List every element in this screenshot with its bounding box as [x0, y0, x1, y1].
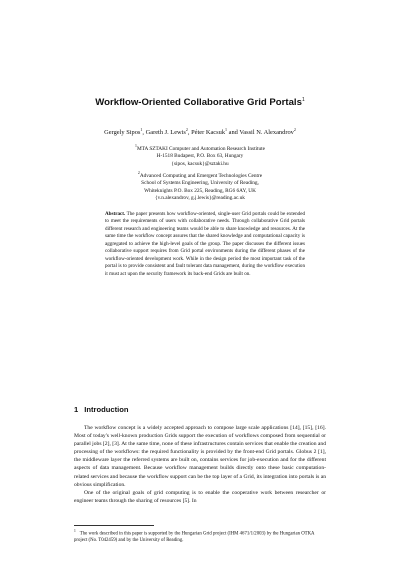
author: Gareth J. Lewis$^2$,: [145, 127, 192, 137]
abstract-label: Abstract.: [105, 211, 126, 217]
paper-title-text: Workflow-Oriented Collaborative Grid Portals: [95, 97, 302, 109]
affiliation-line: $^1$MTA SZTAKI Computer and Automation Research Institute: [135, 144, 265, 152]
section-body: [74, 424, 326, 505]
affiliation-line: $^2$Advanced Computing and Emergent Technologies Centre: [137, 171, 263, 179]
footnote-text: The work described in this paper is supported by the Hungarian Grid project (IHM 4671/1/2003) by the Hungarian OTKA project (No. T042459) and by the University of Reading.: [74, 531, 315, 544]
body-paragraph: One of the original goals of grid computing is to enable the cooperative work between researcher or engineer teams through the sharing of resources [5]. In: [74, 489, 326, 504]
footnote-mark: 1: [74, 529, 76, 533]
body-paragraph: The workflow concept is a widely accepted approach to compose large scale applications [14], [15], [16]. Most of today's well-known production Grids support the execution of workflows composed from sequential or parallel jobs [2], [3]. At the same time, none of these infrastructures contain services that enable the creation and processing of the workflows: the required functionality is provided by the front-end Grid portals. Globus 2 [1], the middleware layer the referred systems are built on, contains services for job-execution and for the different aspects of data management. Because workflow management builds directly onto these basic computation-related services and because the workflow support can be the top layer of a Grid, its integration into portals is an obvious simplification.: [74, 425, 326, 488]
affiliation-1: [0, 143, 400, 168]
affiliation-line: School of Systems Engineering, University of Reading,: [141, 180, 259, 187]
footnote-rule: [74, 525, 154, 526]
author-list: [0, 127, 400, 136]
footnote: [74, 528, 326, 545]
affiliation-line: Whiteknights P.O. Box 225, Reading, RG6 6AY, UK: [144, 187, 256, 194]
author: Gergely Sipos$^1$,: [104, 127, 146, 137]
section-title: Introduction: [84, 405, 129, 414]
abstract-text: The paper presents how workflow-oriented, single-user Grid portals could be extended to meet the requirements of users with collaborative needs. Through collaborative Grid portals different research and engineering teams would be able to share knowledge and resources. At the same time the workflow concept assures that the shared knowledge and computational capacity is aggregated to achieve the high-level goals of the group. The paper discusses the different issues collaborative support requires from Grid portal environments during the different phases of the workflow-oriented development work. While in the design period the most important task of the portal is to provide consistent and fault tolerant data management, during the workflow execution it must act upon the security framework its back-end Grids are built on.: [105, 211, 306, 277]
abstract: [105, 211, 305, 278]
affiliation-email: {v.n.alexandrov, g.j.lewis}@reading.ac.uk: [155, 194, 245, 201]
section-heading: [74, 405, 135, 414]
section-number: 1: [74, 405, 79, 414]
affiliation-email: {sipos, kacsuk}@sztaki.hu: [171, 160, 229, 167]
author: Péter Kacsuk$^1$ and: [191, 127, 240, 137]
title-footnote-mark: 1: [301, 97, 305, 103]
affiliation-2: [0, 170, 400, 202]
author: Vassil N. Alexandrov$^2$: [239, 127, 296, 137]
paper-title: [0, 97, 400, 108]
affiliation-line: H-1518 Budapest, P.O. Box 63, Hungary: [156, 153, 244, 160]
